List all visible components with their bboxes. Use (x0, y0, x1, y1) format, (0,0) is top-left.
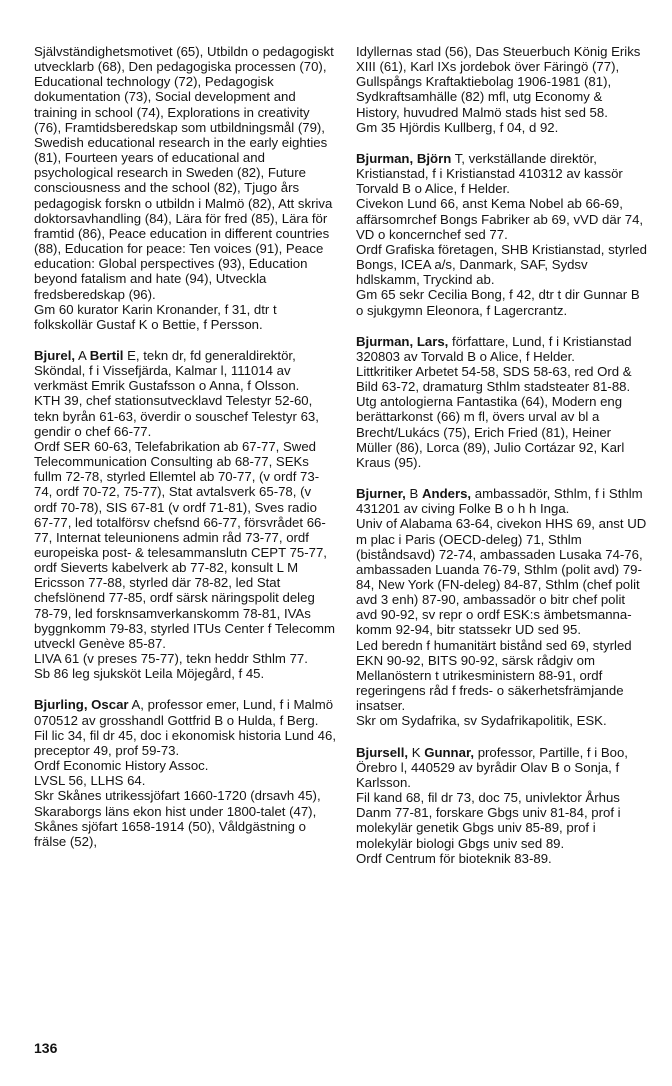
continuation-entry (356, 44, 648, 135)
entry-paragraph: Fil lic 34, fil dr 45, doc i ekonomisk historia Lund 46, preceptor 49, prof 59-73. (34, 727, 336, 758)
entry-surname: Bjurman, (356, 333, 414, 349)
entry-callname: Oscar (91, 697, 129, 713)
entry-lead (356, 745, 648, 790)
entry-lead-text: E, tekn dr, fd generaldirektör, Sköndal, f i Vissefjärda, Kalmar l, 111014 av verkmäst Emrik Gustafsson o Anna, f Olsson. (34, 347, 300, 394)
entry-lead (34, 348, 336, 393)
continuation-entry (34, 44, 336, 332)
entry-callname: Björn (416, 150, 452, 166)
entry-surname: Bjurel, (34, 347, 76, 363)
entry-bjurman-lars (356, 334, 648, 470)
entry-paragraph: Littkritiker Arbetet 54-58, SDS 58-63, red Ord & Bild 63-72, dramaturg Sthlm stadsteater 81-88. (356, 363, 632, 395)
entry-bjursell-gunnar (356, 745, 648, 866)
entry-paragraph: Ordf SER 60-63, Telefabrikation ab 67-77, Swed Telecommunication Consulting ab 68-77, SEKs fullm 72-78, styrled Ellemtel ab 70-77, (v ordf 73-74, ordf 70-72, 75-77), Stat avtalsverk 65-78, (v ordf 70-78), SIS 67-81 (v ordf 71-81), Sves radio 67-77, led totalförsv chefsnd 66-77, försvrådet 66-77, Internat teleunionens admin råd 73-77, ordf europeiska post- & telesammanslutn CEPT 75-77, ordf Sieverts kabelverk ab 77-82, konsult L M Ericsson 77-88, styrled där 78-82, led Stat chefslönend 77-85, ordf särsk näringspolit deleg 78-79, led forsknsamverkanskomm 78-81, IVAs byggnkomm 79-83, styrled ITUs Center f Telecomm utveckl Genève 85-87. (34, 438, 335, 651)
entry-paragraph: Självständighetsmotivet (65), Utbildn o pedagogiskt utvecklarb (68), Den pedagogiska processen (70), Educational technology (72), Pedagogisk dokumentation (73), Social development and training in school (74), Explorations in creativity (76), Framtidsberedskap som utbildningsmål (79), Swedish educational research in the early eighties (81), Fourteen years of educational and psychological research in Sweden (82), Future consciousness and the school (82), Tjugo års pedagogisk forskn o utbildn i Malmö (82), Att skriva doktorsavhandling (84), Lära för fred (85), Lära för framtid (86), Peace education in different countries (88), Education for peace: Ten voices (91), Peace education: Global perspectives (93), Education beyond fatalism and hate (94), Utveckla fredsberedskap (96). (34, 44, 334, 302)
entry-callname: Lars, (416, 333, 449, 349)
right-column (356, 44, 648, 882)
entry-paragraph: Fil kand 68, fil dr 73, doc 75, univlektor Århus Danm 77-81, forskare Gbgs univ 81-84, prof i molekylär genetik Gbgs univ 85-89, prof i molekylär biologi Gbgs univ sed 89. (356, 790, 621, 851)
entry-lead-text: professor, Partille, f i Boo, Örebro l, 440529 av byrådir Olav B o Sonja, f Karlsson. (356, 744, 628, 790)
entry-paragraph: Skr Skånes utrikessjöfart 1660-1720 (drsavh 45), Skaraborgs läns ekon hist under 1800-talet (47), Skånes sjöfart 1658-1914 (50), Våldgästning o frälse (52), (34, 788, 321, 849)
page-number: 136 (34, 1040, 58, 1056)
entry-lead (356, 334, 648, 364)
entry-paragraph: Idyllernas stad (56), Das Steuerbuch König Eriks XIII (61), Karl IXs jordebok över Färingö (77), Gullspångs Kraftaktiebolag 1906-1981 (81), Sydkraftsamhälle (82) mfl, utg Economy & History, huvudred Malmö stads hist sed 58. (356, 44, 641, 120)
entry-lead (356, 486, 648, 516)
entry-callname: Gunnar, (424, 744, 475, 760)
entry-lead-text: A, professor emer, Lund, f i Malmö 070512 av grosshandl Gottfrid B o Hulda, f Berg. (34, 697, 334, 728)
left-column (34, 44, 336, 865)
entry-surname: Bjurner, (356, 486, 406, 502)
entry-paragraph: Sb 86 leg sjuksköt Leila Möjegård, f 45. (34, 666, 265, 682)
entry-lead-text: författare, Lund, f i Kristianstad 320803 av Torvald B o Alice, f Helder. (356, 333, 632, 364)
entry-paragraph: Gm 35 Hjördis Kullberg, f 04, d 92. (356, 119, 559, 135)
entry-lead-text: ambassadör, Sthlm, f i Sthlm 431201 av civing Folke B o h h Inga. (356, 486, 643, 517)
entry-paragraph: Led beredn f humanitärt bistånd sed 69, styrled EKN 90-92, BITS 90-92, särsk rådgiv om Mellanöstern t utrikesministern 88-91, ordf regeringens råd f freds- o säkerhetsfrämjande insatser. (356, 637, 632, 714)
entry-bjurling-oscar (34, 697, 336, 849)
entry-paragraph: KTH 39, chef stationsutvecklavd Telestyr 52-60, tekn byrån 61-63, överdir o souschef Telestyr 63, gendir o chef 66-77. (34, 393, 319, 439)
entry-paragraph: Civekon Lund 66, anst Kema Nobel ab 66-69, affärsomrchef Bongs Fabriker ab 69, vVD där 74, VD o koncernchef sed 77. (356, 196, 644, 242)
entry-paragraph: Gm 65 sekr Cecilia Bong, f 42, dtr t dir Gunnar B o sjukgymn Eleonora, f Lagercrantz. (356, 287, 640, 318)
entry-paragraph: LIVA 61 (v preses 75-77), tekn heddr Sthlm 77. (34, 651, 308, 667)
entry-lead (356, 151, 648, 196)
entry-bjurner-anders (356, 486, 648, 729)
entry-paragraph: Ordf Economic History Assoc. (34, 758, 209, 774)
entry-paragraph: Skr om Sydafrika, sv Sydafrikapolitik, ESK. (356, 713, 607, 729)
entry-surname: Bjursell, (356, 744, 409, 760)
entry-lead (34, 697, 336, 727)
entry-paragraph: Ordf Grafiska företagen, SHB Kristianstad, styrled Bongs, ICEA a/s, Danmark, SAF, Sydsv hdlskamm, Tryckind ab. (356, 241, 647, 288)
entry-surname: Bjurman, (356, 150, 414, 166)
entry-paragraph: LVSL 56, LLHS 64. (34, 773, 146, 789)
entry-paragraph: Gm 60 kurator Karin Kronander, f 31, dtr t folkskollär Gustaf K o Bettie, f Persson. (34, 301, 277, 332)
entry-lead-text: T, verkställande direktör, Kristianstad, f i Kristianstad 410312 av kassör Torvald B o Alice, f Helder. (356, 150, 623, 197)
entry-initial: A (77, 347, 87, 363)
entry-callname: Bertil (89, 347, 124, 363)
entry-initial: K (411, 744, 421, 760)
entry-callname: Anders, (421, 486, 472, 502)
entry-paragraph: Ordf Centrum för bioteknik 83-89. (356, 850, 552, 866)
entry-bjurel-bertil (34, 348, 336, 681)
entry-bjurman-bjorn (356, 151, 648, 318)
entry-initial: B (409, 486, 419, 502)
entry-paragraph: Utg antologierna Fantastika (64), Modern eng berättarkonst (66) m fl, övers urval av bl a Brecht/Lukács (75), Erich Fried (81), Heiner Müller (86), Lorca (89), Julio Cortázar 92, Karl Kraus (95). (356, 394, 625, 470)
entry-paragraph: Univ of Alabama 63-64, civekon HHS 69, anst UD m plac i Paris (OECD-deleg) 71, Sthlm (biståndsavd) 72-74, ambassaden Lusaka 74-76, ambassaden Luanda 76-79, Sthlm (polit avd) 79-84, New York (FN-deleg) 84-87, Sthlm (chef polit avd 3 enh) 87-90, ambassadör o bitr chef polit avd 90-92, sv repr o ordf ESK:s ämbetsmannakomm 92-94, bitr statssekr UD sed 95. (356, 516, 647, 638)
entry-surname: Bjurling, (34, 697, 88, 713)
